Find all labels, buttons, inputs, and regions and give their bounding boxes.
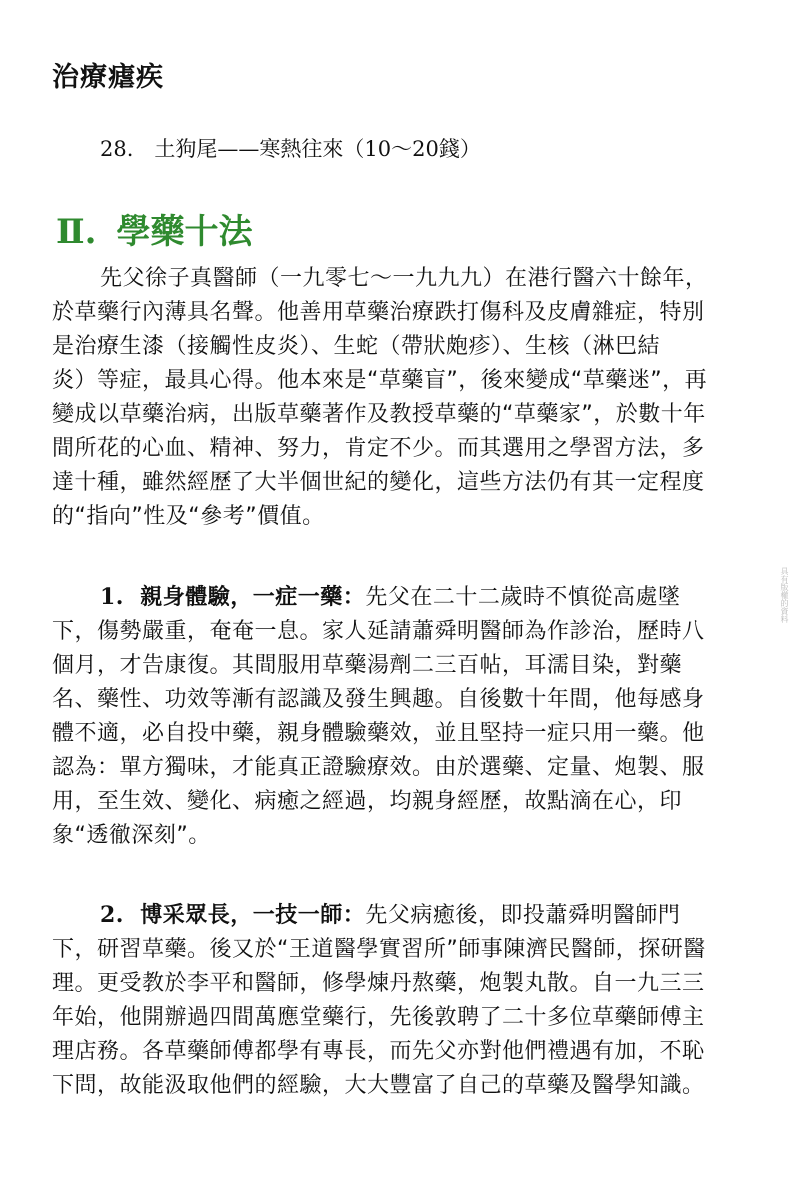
intro-paragraph [52, 262, 752, 534]
paragraph-line: 先父徐子真醫師（一九零七～一九九九）在港行醫六十餘年， [100, 266, 708, 291]
paragraph-line: 於草藥行內薄具名聲。他善用草藥治療跌打傷科及皮膚雜症，特別 [52, 300, 705, 325]
paragraph-line: 變成以草藥治病，出版草藥著作及教授草藥的“草藥家”，於數十年 [52, 402, 706, 427]
section-title-text: 學藥十法 [116, 212, 253, 252]
paragraph-line: 象“透徹深刻”。 [52, 823, 211, 848]
paragraph-line: 名、藥性、功效等漸有認識及發生興趣。自後數十年間，他每感身 [52, 687, 705, 712]
paragraph-line: 下，傷勢嚴重，奄奄一息。家人延請蕭舜明醫師為作診治，歷時八 [52, 619, 705, 644]
method-2-heading [100, 903, 365, 928]
paragraph-line: 理店務。各草藥師傅都學有專長，而先父亦對他們禮遇有加，不恥 [52, 1039, 705, 1064]
method-1-first-line [52, 580, 752, 615]
paragraph-line: 理。更受教於李平和醫師，修學煉丹熬藥，炮製丸散。自一九三三 [52, 971, 705, 996]
method-2-first-line [52, 898, 752, 933]
section-number: Ⅱ. [56, 212, 97, 252]
method-2-paragraph [52, 898, 752, 1103]
method-2-number: 2. [100, 902, 124, 928]
paragraph-line: 用，至生效、變化、病癒之經過，均親身經歷，故點滴在心，印 [52, 789, 683, 814]
method-1-first-line-text: 先父在二十二歲時不慎從高處墜 [365, 585, 681, 610]
paragraph-line: 間所花的心血、精神、努力，肯定不少。而其選用之學習方法，多 [52, 436, 705, 461]
method-1-title: 親身體驗，一症一藥： [140, 585, 366, 610]
copyright-stamp: 具有版權的資料 [780, 567, 789, 623]
paragraph-line: 年始，他開辦過四間萬應堂藥行，先後敦聘了二十多位草藥師傅主 [52, 1005, 705, 1030]
paragraph-line: 下問，故能汲取他們的經驗，大大豐富了自己的草藥及醫學知識。 [52, 1073, 705, 1098]
paragraph-line: 個月，才告康復。其間服用草藥湯劑二三百帖，耳濡目染，對藥 [52, 653, 683, 678]
paragraph-line: 炎）等症，最具心得。他本來是“草藥盲”，後來變成“草藥迷”，再 [52, 368, 708, 393]
subsection-heading: 治療瘧疾 [52, 62, 164, 93]
paragraph-line: 下，研習草藥。後又於“王道醫學實習所”師事陳濟民醫師，探研醫 [52, 937, 706, 962]
section-title [56, 208, 253, 256]
method-1-heading [100, 585, 365, 610]
herb-list-item-28: 28. 土狗尾——寒熱往來（10～20錢） [100, 137, 481, 161]
paragraph-line: 體不適，必自投中藥，親身體驗藥效，並且堅持一症只用一藥。他 [52, 721, 705, 746]
paragraph-line: 達十種，雖然經歷了大半個世紀的變化，這些方法仍有其一定程度 [52, 470, 705, 495]
method-2-title: 博采眾長，一技一師： [140, 903, 366, 928]
paragraph-line: 是治療生漆（接觸性皮炎）、生蛇（帶狀皰疹）、生核（淋巴結 [52, 334, 661, 359]
paragraph-line: 的“指向”性及“參考”價值。 [52, 504, 325, 529]
paragraph-line: 認為：單方獨味，才能真正證驗療效。由於選藥、定量、炮製、服 [52, 755, 705, 780]
method-1-paragraph [52, 580, 752, 853]
method-2-first-line-text: 先父病癒後，即投蕭舜明醫師門 [365, 903, 681, 928]
method-1-number: 1. [100, 584, 124, 610]
